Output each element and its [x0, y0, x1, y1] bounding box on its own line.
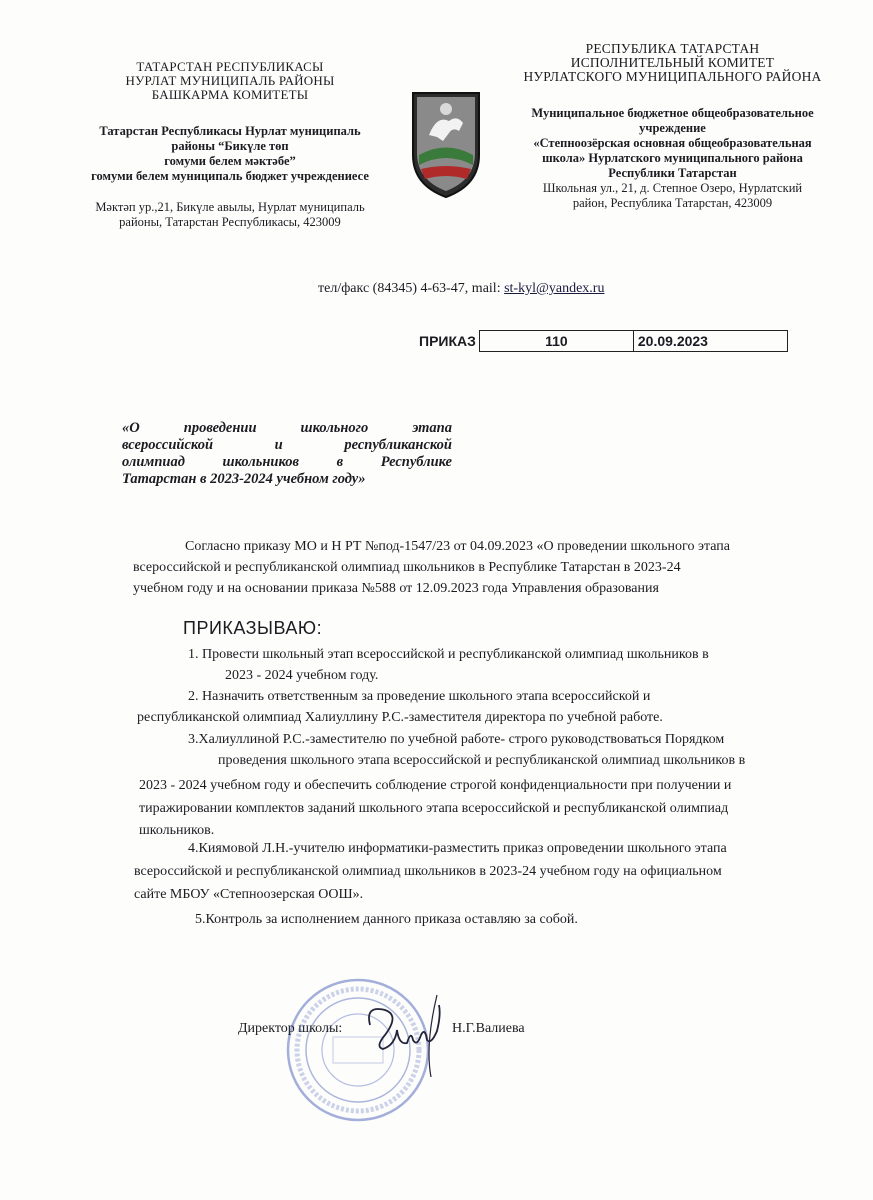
- item3-line4: тиражировании комплектов заданий школьного этапа всероссийской и республиканской олимпиад: [139, 801, 729, 816]
- order-title-line1: «О проведении школьного этапа: [122, 420, 452, 436]
- item3-line1: 3.Халиуллиной Р.С.-заместителю по учебной работе- строго руководствоваться Порядком: [188, 732, 725, 747]
- order-header: [415, 330, 788, 352]
- left-header-line3: БАШКАРМА КОМИТЕТЫ: [151, 87, 309, 102]
- right-header-line3: НУРЛАТСКОГО МУНИЦИПАЛЬНОГО РАЙОНА: [523, 69, 822, 84]
- item4-line1: 4.Киямовой Л.Н.-учителю информатики-разместить приказ опроведении школьного этапа: [188, 841, 727, 856]
- order-label: ПРИКАЗ: [415, 331, 479, 352]
- right-header-line2: ИСПОЛНИТЕЛЬНЫЙ КОМИТЕТ: [570, 55, 775, 70]
- handwritten-signature: [355, 985, 455, 1080]
- command-heading: ПРИКАЗЫВАЮ:: [183, 618, 323, 638]
- signature-role: Директор школы:: [238, 1021, 343, 1036]
- right-org-line2: учреждение: [639, 121, 706, 135]
- right-address-line1: Школьная ул., 21, д. Степное Озеро, Нурлатский: [542, 181, 803, 195]
- right-org-line3: «Степноозёрская основная общеобразовательная: [533, 136, 812, 150]
- item4-line3: сайте МБОУ «Степноозерская ООШ».: [134, 887, 364, 902]
- right-org-line4: школа» Нурлатского муниципального района: [542, 151, 803, 165]
- item1-line2: 2023 - 2024 учебном году.: [225, 668, 379, 683]
- left-header-line2: НУРЛАТ МУНИЦИПАЛЬ РАЙОНЫ: [125, 73, 335, 88]
- order-title-line3: олимпиад школьников в Республике: [122, 454, 452, 470]
- order-number: 110: [479, 331, 633, 352]
- intro-line2: всероссийской и республиканской олимпиад школьников в Республике Татарстан в 2023-24: [133, 560, 681, 575]
- order-date: 20.09.2023: [633, 331, 787, 352]
- item3-line2: проведения школьного этапа всероссийской и республиканской олимпиад школьников в: [218, 753, 746, 768]
- item3-line5: школьников.: [139, 823, 215, 838]
- order-title-line4: Татарстан в 2023-2024 учебном году»: [122, 471, 366, 487]
- item5-line: 5.Контроль за исполнением данного приказа оставляю за собой.: [195, 912, 578, 927]
- left-org-line4: гомуми белем муниципаль бюджет учреждениесе: [91, 169, 369, 183]
- item1-line1: 1. Провести школьный этап всероссийской и республиканской олимпиад школьников в: [188, 647, 709, 662]
- left-org-line2: районы “Бикүле төп: [171, 139, 289, 153]
- intro-line1: Согласно приказу МО и Н РТ №под-1547/23 от 04.09.2023 «О проведении школьного этапа: [185, 539, 730, 554]
- right-org-line1: Муниципальное бюджетное общеобразовательное: [531, 106, 814, 120]
- left-org-line1: Татарстан Республикасы Нурлат муниципаль: [99, 124, 361, 138]
- intro-line3: учебном году и на основании приказа №588 от 12.09.2023 года Управления образования: [133, 581, 659, 596]
- left-header-line1: ТАТАРСТАН РЕСПУБЛИКАСЫ: [136, 59, 324, 74]
- left-address-line2: районы, Татарстан Республикасы, 423009: [119, 215, 341, 229]
- item2-line1: 2. Назначить ответственным за проведение школьного этапа всероссийской и: [188, 689, 651, 704]
- contact-email-link[interactable]: st-kyl@yandex.ru: [504, 281, 605, 296]
- order-title: [122, 420, 452, 488]
- right-org-line5: Республики Татарстан: [608, 166, 737, 180]
- contact-line: [318, 281, 604, 297]
- item4-line2: всероссийской и республиканской олимпиад школьников в 2023-24 учебном году на официальном: [134, 864, 722, 879]
- signature-name: Н.Г.Валиева: [452, 1021, 525, 1036]
- right-header-line1: РЕСПУБЛИКА ТАТАРСТАН: [585, 41, 760, 56]
- order-title-line2: всероссийской и республиканской: [122, 437, 452, 453]
- contact-phone: тел/факс (84345) 4-63-47, mail:: [318, 281, 505, 296]
- left-address-line1: Мәктәп ур.,21, Бикүле авылы, Нурлат муниципаль: [95, 200, 365, 214]
- left-org-line3: гомуми белем мәктәбе”: [164, 154, 296, 168]
- right-address-line2: район, Республика Татарстан, 423009: [572, 196, 773, 210]
- coat-of-arms-emblem: [407, 85, 485, 200]
- left-header: [60, 60, 400, 230]
- item3-line3: 2023 - 2024 учебном году и обеспечить соблюдение строгой конфиденциальности при получении и: [139, 778, 732, 793]
- item2-line2: республиканской олимпиад Халиуллину Р.С.-заместителя директора по учебной работе.: [137, 710, 663, 725]
- right-header: [500, 42, 845, 211]
